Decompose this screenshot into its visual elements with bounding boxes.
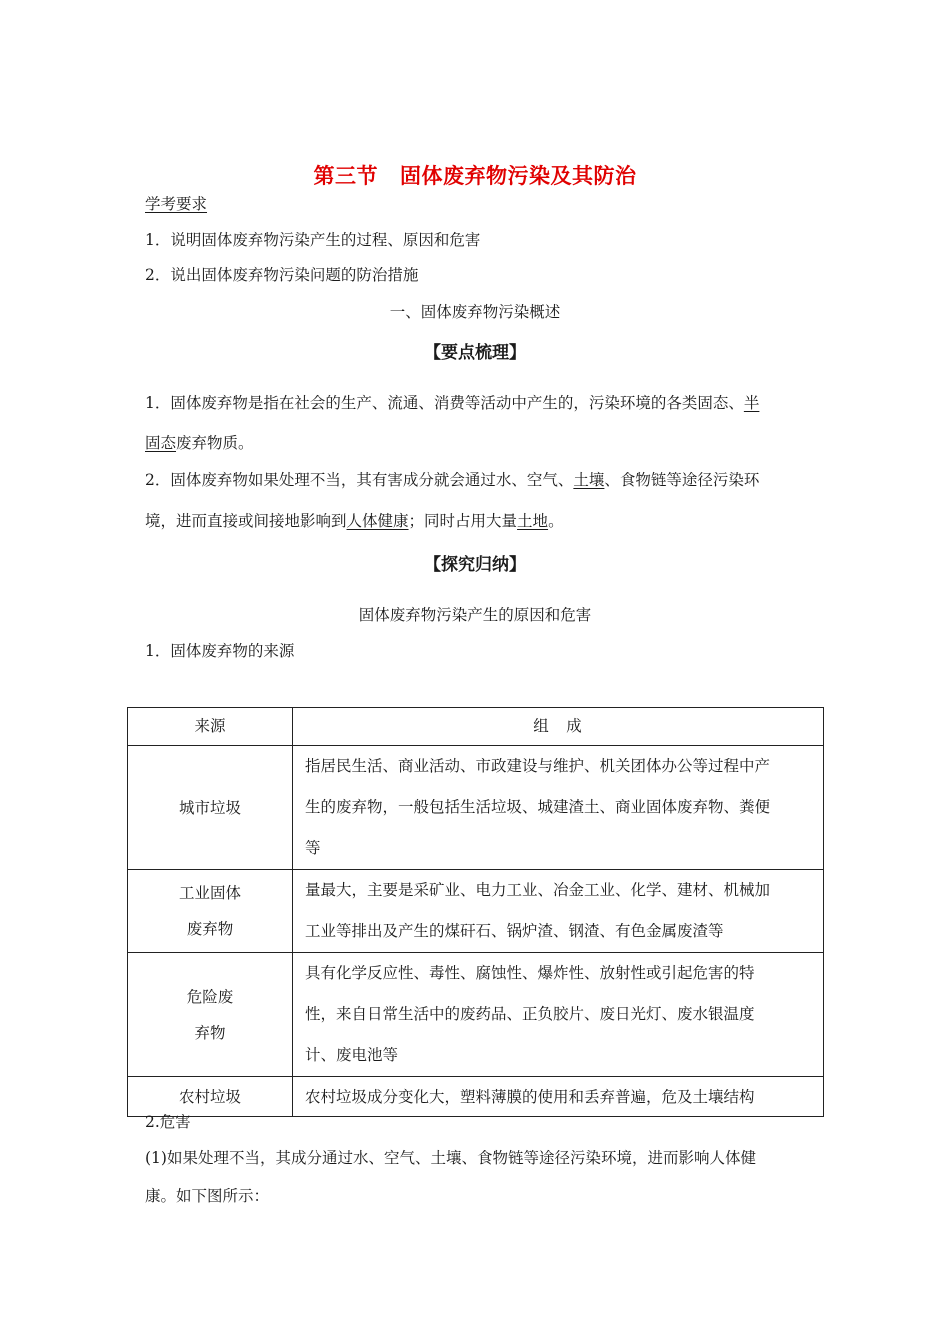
harm-paragraph-line-2: 康。如下图所示： xyxy=(145,1187,270,1205)
requirement-item: 1．说明固体废弃物污染产生的过程、原因和危害 xyxy=(145,231,481,249)
table-cell-source: 农村垃圾 xyxy=(128,1077,293,1117)
key-point-1-line-2: 固态废弃物质。 xyxy=(145,434,254,452)
table-row xyxy=(128,870,824,953)
title-section-number: 第三节 xyxy=(313,164,378,188)
key-point-2-line-2: 境，进而直接或间接地影响到人体健康；同时占用大量土地。 xyxy=(145,512,564,530)
blank-answer: 土壤 xyxy=(573,471,605,489)
table-cell-source: 城市垃圾 xyxy=(128,746,293,870)
blank-answer: 土地 xyxy=(517,512,549,530)
table-cell-composition: 指居民生活、商业活动、市政建设与维护、机关团体办公等过程中产 生的废弃物，一般包括生活垃圾、城建渣土、商业固体废弃物、粪便 等 xyxy=(293,746,824,870)
waste-sources-table xyxy=(127,707,824,1117)
inquiry-subtitle: 固体废弃物污染产生的原因和危害 xyxy=(358,606,592,624)
key-point-2-line-1: 2．固体废弃物如果处理不当，其有害成分就会通过水、空气、土壤、食物链等途径污染环 xyxy=(145,471,760,489)
table-row xyxy=(128,953,824,1077)
section-heading: 一、固体废弃物污染概述 xyxy=(389,303,561,321)
key-points-heading: 【要点梳理】 xyxy=(424,343,526,363)
table-cell-source: 危险废 弃物 xyxy=(128,953,293,1077)
table-header-composition: 组 成 xyxy=(293,708,824,746)
inquiry-item-1: 1．固体废弃物的来源 xyxy=(145,642,295,660)
table-cell-composition: 量最大，主要是采矿业、电力工业、冶金工业、化学、建材、机械加 工业等排出及产生的煤矸石、锅炉渣、钢渣、有色金属废渣等 xyxy=(293,870,824,953)
table-row xyxy=(128,746,824,870)
requirements-heading: 学考要求 xyxy=(145,195,208,213)
requirement-item: 2．说出固体废弃物污染问题的防治措施 xyxy=(145,266,419,284)
table-cell-composition: 农村垃圾成分变化大，塑料薄膜的使用和丢弃普遍，危及土壤结构 xyxy=(293,1077,824,1117)
table-cell-composition: 具有化学反应性、毒性、腐蚀性、爆炸性、放射性或引起危害的特 性，来自日常生活中的废药品、正负胶片、废日光灯、废水银温度 计、废电池等 xyxy=(293,953,824,1077)
blank-answer: 固态 xyxy=(145,434,177,452)
page-title xyxy=(0,160,950,190)
blank-answer: 半 xyxy=(743,394,760,412)
table-row xyxy=(128,1077,824,1117)
blank-answer: 人体健康 xyxy=(346,512,409,530)
harm-heading: 2.危害 xyxy=(145,1113,191,1131)
harm-paragraph-line-1: (1)如果处理不当，其成分通过水、空气、土壤、食物链等途径污染环境，进而影响人体健 xyxy=(145,1149,756,1167)
key-point-1-line-1: 1．固体废弃物是指在社会的生产、流通、消费等活动中产生的，污染环境的各类固态、半 xyxy=(145,394,760,412)
title-topic: 固体废弃物污染及其防治 xyxy=(400,164,637,188)
table-header-row xyxy=(128,708,824,746)
table-cell-source: 工业固体 废弃物 xyxy=(128,870,293,953)
inquiry-heading: 【探究归纳】 xyxy=(424,555,526,575)
table-header-source: 来源 xyxy=(128,708,293,746)
